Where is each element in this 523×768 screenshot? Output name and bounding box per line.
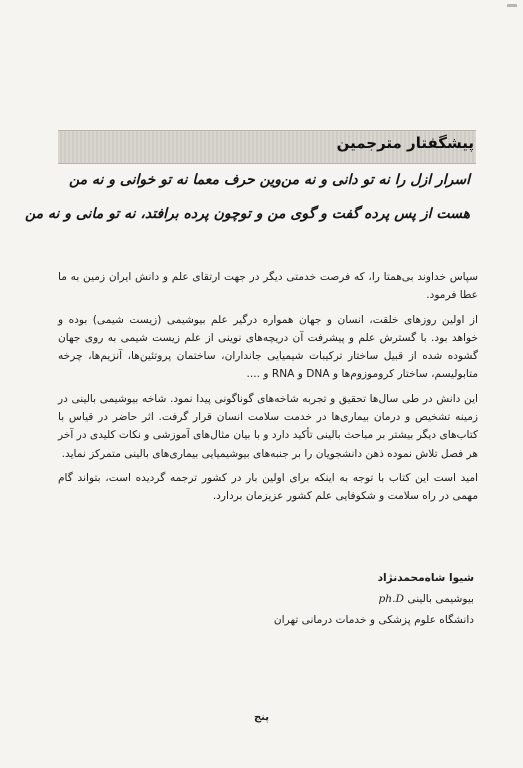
translator-name: شیوا شاه‌محمدنژاد [377, 572, 474, 584]
poem-row [24, 206, 470, 222]
body-paragraph: از اولین روزهای خلقت، انسان و جهان همواره درگیر علم بیوشیمی (زیست شیمی) بوده و خواهد بود. با گسترش علم و پیشرفت آن دریچه‌های نوینی از علم زیست شیمی به روی جهان گشوده شده از قبیل ساختار ترکیبات شیمیایی جانداران، ساختمان پروتئین‌ها، آنزیم‌ها، چرخه متابولیسم، ساختار کروموزوم‌ها و DNA و RNA و .... [58, 313, 478, 381]
body-paragraph: امید است این کتاب با توجه به اینکه برای اولین بار در کشور ترجمه گردیده است، بتواند گام مهمی در راه سلامت و شکوفایی علم کشور عزیزمان بردارد. [58, 471, 478, 503]
scan-corner-mark [507, 4, 517, 7]
body-paragraph: سپاس خداوند بی‌همتا را، که فرصت خدمتی دیگر در جهت ارتقای علم و دانش ایران زمین به ما عطا فرمود. [58, 271, 478, 302]
poem-block [24, 172, 470, 240]
translator-signature [274, 568, 474, 631]
poem-hemistich-left: وین حرف معما نه تو خوانی و نه من [68, 172, 281, 188]
translator-degree [274, 589, 474, 610]
section-title: پیشگفتار مترجمین [336, 134, 474, 152]
preface-body [58, 268, 478, 512]
body-paragraph: این دانش در طی سال‌ها تحقیق و تجربه شاخه‌های گوناگونی پیدا نمود. شاخه بیوشیمی بالینی در زمینه تشخیص و درمان بیماری‌ها در خدمت سلامت انسان قرار گرفت. اثر حاضر در قیاس با کتاب‌های دیگر بیشتر بر مباحث بالینی تأکید دارد و با بیان مثال‌های آموزشی و نکات کلیدی در آخر هر فصل تلاش نموده ذهن دانشجویان را بر جنبه‌های بیوشیمیایی بیماری‌های بالینی متمرکز نماید. [58, 392, 478, 460]
translator-affiliation: دانشگاه علوم پزشکی و خدمات درمانی تهران [273, 614, 474, 626]
poem-hemistich-right: هست از پس پرده گفت و گوی من و تو [239, 206, 470, 222]
poem-row [70, 172, 470, 188]
degree-latin: ph.D [378, 593, 404, 605]
page-number: پنج [253, 712, 270, 723]
poem-hemistich-right: اسرار ازل را نه تو دانی و نه من [281, 172, 470, 188]
degree-field: بیوشیمی بالینی [407, 593, 474, 605]
poem-hemistich-left: چون پرده برافتد، نه تو مانی و نه من [24, 206, 240, 222]
